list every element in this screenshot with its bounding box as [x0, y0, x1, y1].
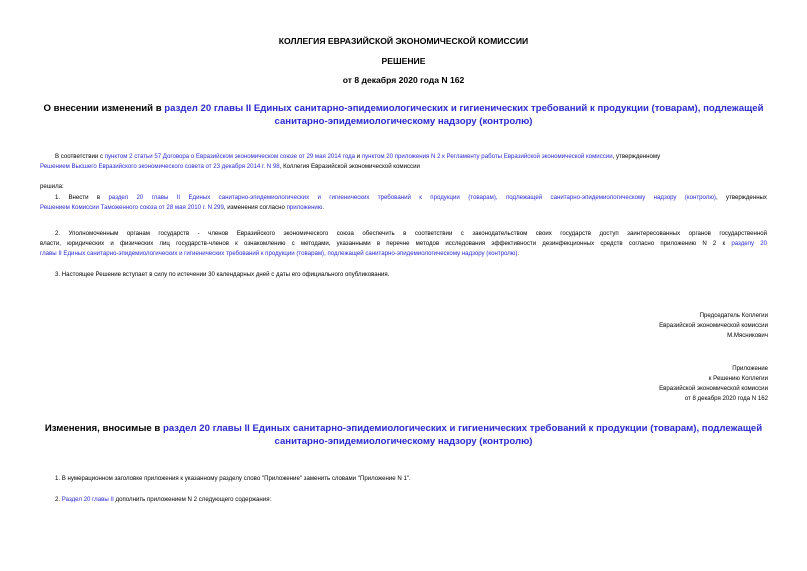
item-1-section-link[interactable]: раздел 20 главы II Единых санитарно-эпидемиологических и гигиенических требований к продукции (товарам), подлежащей санитарно-эпидемиологическому надзору (контролю) [108, 194, 716, 201]
signature-role-1: Председатель Коллегии [699, 312, 768, 319]
treaty-article-link[interactable]: пунктом 2 статьи 57 Договора о Евразийском экономическом союзе от 29 мая 2014 года [104, 153, 356, 160]
changes-title-link[interactable]: раздел 20 главы II Единых санитарно-эпидемиологических и гигиенических требований к продукции (товарам), подлежащей санитарно-эпидемиологическому надзору (контролю) [162, 423, 763, 447]
signature-block [659, 311, 768, 341]
preamble-line-2 [40, 162, 420, 172]
item-1-line-2 [40, 203, 324, 213]
item-1-text-2: , утвержденных [715, 194, 767, 201]
item-2-line-1: 2. Уполномоченным органам государств - членов Евразийского экономического союза обеспечить в соответствии с законодательством своих государств доступ заинтересованных органов государственной [55, 230, 767, 237]
signature-name: М.Мясникович [727, 332, 768, 339]
item-3-paragraph: 3. Настоящее Решение вступает в силу по истечении 30 календарных дней с даты его официального опубликования. [55, 271, 390, 278]
item-1-text-1: 1. Внести в [55, 194, 109, 201]
change-2-text-1: 2. [55, 496, 62, 503]
regulation-annex-link[interactable]: пунктом 20 приложения N 2 к Регламенту работы Евразийской экономической комиссии [361, 153, 613, 160]
doc-date-heading: от 8 декабря 2020 года N 162 [342, 75, 465, 85]
council-decision-link[interactable]: Решением Высшего Евразийского экономического совета от 23 декабря 2014 г. N 98 [40, 163, 280, 170]
customs-union-decision-link[interactable]: Решением Комиссии Таможенного союза от 28 мая 2010 г. N 299 [40, 204, 224, 211]
item-1-paragraph [40, 193, 767, 203]
preamble-line-1 [55, 152, 660, 162]
changes-title-prefix: Изменения, вносимые в [44, 423, 163, 434]
change-2-text-2: дополнить приложением N 2 следующего содержания: [113, 496, 272, 503]
item-1-text-3: , изменения согласно [223, 204, 287, 211]
appendix-link[interactable]: приложению [286, 204, 323, 211]
change-2-paragraph [55, 495, 271, 505]
doc-type-heading: РЕШЕНИЕ [381, 56, 426, 66]
decided-label: решила: [40, 183, 64, 190]
signature-role-2: Евразийской экономической комиссии [659, 322, 768, 329]
changes-title [40, 423, 767, 448]
appendix-to: к Решению Коллегии [708, 375, 768, 382]
appendix-org: Евразийской экономической комиссии [659, 385, 768, 392]
item-2-chapter-link[interactable]: главы II Единых санитарно-эпидемиологических и гигиенических требований к продукции (товарам), подлежащей санитарно-эпидемиологическому надзору (контролю) [40, 250, 518, 257]
item-2-text-1: власти, юридических и физических лиц государств-членов к ознакомлению с методами, указанными в перечне методов исследования эффективности дезинфекционных средств согласно приложению N 2 к [40, 240, 732, 247]
appendix-label: Приложение [732, 365, 768, 372]
appendix-reference-block [659, 364, 768, 404]
title-link[interactable]: раздел 20 главы II Единых санитарно-эпидемиологических и гигиенических требований к продукции (товарам), подлежащей санитарно-эпидемиологическому надзору (контролю) [164, 103, 764, 127]
item-1-text-4: . [322, 204, 325, 211]
preamble-text-4: , Коллегия Евразийской экономической комиссии [279, 163, 420, 170]
item-2-line-3 [40, 249, 519, 259]
document-title [40, 103, 767, 128]
item-2-line-2 [40, 239, 767, 249]
change-2-section-link[interactable]: Раздел 20 главы II [61, 496, 114, 503]
preamble-text-3: , утвержденному [612, 153, 661, 160]
change-1-paragraph: 1. В нумерационном заголовке приложения к указанному разделу слово "Приложение" заменить словами "Приложение N 1". [55, 475, 411, 482]
item-2-text-2: . [517, 250, 520, 257]
item-2-section-link[interactable]: разделу 20 [731, 240, 767, 247]
appendix-date: от 8 декабря 2020 года N 162 [684, 395, 768, 402]
title-prefix: О внесении изменений в [43, 103, 165, 114]
preamble-text-2: и [355, 153, 362, 160]
org-heading: КОЛЛЕГИЯ ЕВРАЗИЙСКОЙ ЭКОНОМИЧЕСКОЙ КОМИССИИ [278, 36, 529, 46]
preamble-text-1: В соответствии с [55, 153, 105, 160]
